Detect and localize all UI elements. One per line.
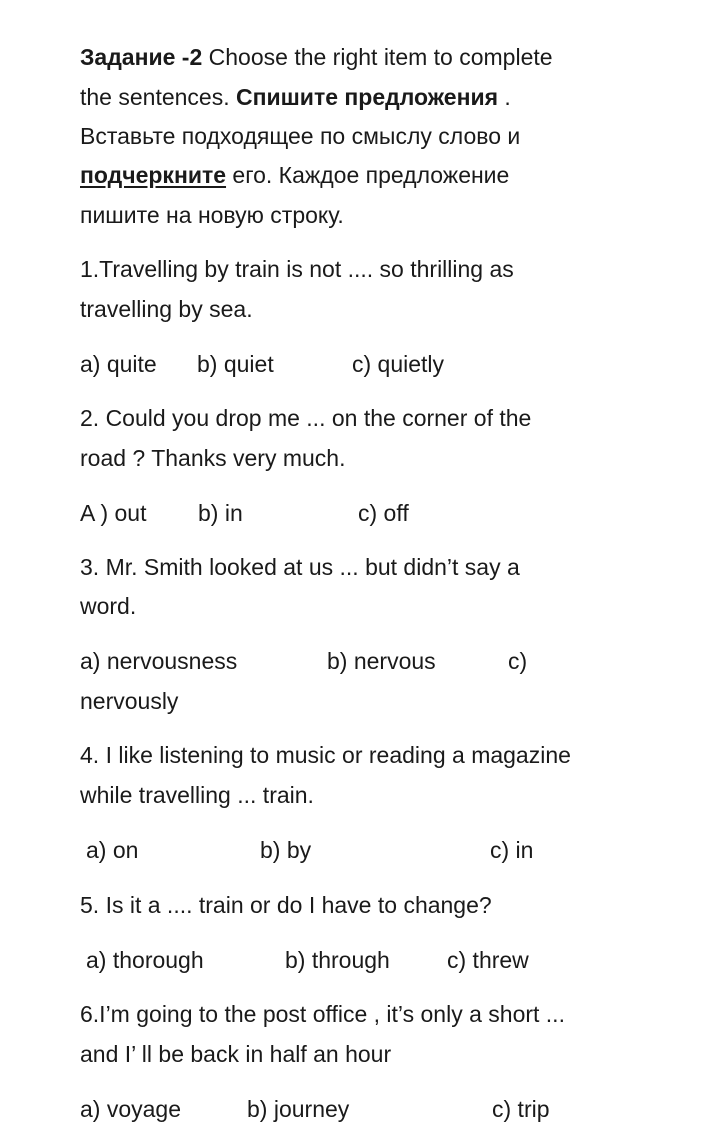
question-4-option-b: b) by bbox=[260, 837, 312, 863]
question-5-option-a: a) thorough bbox=[86, 947, 204, 973]
question-6-option-a: a) voyage bbox=[80, 1096, 182, 1122]
task-line-4-tail: его. Каждое предложение bbox=[226, 162, 510, 188]
question-1-option-b: b) quiet bbox=[197, 351, 274, 377]
question-3-option-a: a) nervousness bbox=[80, 648, 238, 674]
question-6-option-b: b) journey bbox=[247, 1096, 350, 1122]
copy-tail: . bbox=[498, 84, 511, 110]
task-label: Задание -2 bbox=[80, 44, 203, 70]
task-instruction-en-2: the sentences. bbox=[80, 84, 230, 110]
question-1-line-2: travelling by sea. bbox=[80, 296, 253, 322]
question-3-line-1: 3. Mr. Smith looked at us ... but didn’t say a bbox=[80, 554, 520, 580]
copy-label: Спишите предложения bbox=[236, 84, 499, 110]
question-4-option-a: a) on bbox=[86, 837, 139, 863]
question-1-line-1: 1.Travelling by train is not .... so thrilling as bbox=[80, 256, 514, 282]
question-3-option-c-text: nervously bbox=[80, 688, 179, 714]
task-instruction-en: Choose the right item to complete bbox=[208, 44, 553, 70]
question-2-option-c: c) off bbox=[358, 500, 409, 526]
question-6-line-2: and I’ ll be back in half an hour bbox=[80, 1041, 392, 1067]
question-2-line-2: road ? Thanks very much. bbox=[80, 445, 346, 471]
question-4-line-2: while travelling ... train. bbox=[80, 782, 314, 808]
question-3-line-2: word. bbox=[80, 593, 137, 619]
question-2-option-b: b) in bbox=[198, 500, 243, 526]
question-5-line-1: 5. Is it a .... train or do I have to change? bbox=[80, 892, 492, 918]
question-5-option-b: b) through bbox=[285, 947, 390, 973]
task-line-1 bbox=[80, 42, 553, 72]
underline-label: подчеркните bbox=[80, 162, 227, 188]
task-line-5: пишите на новую строку. bbox=[80, 202, 344, 228]
question-1-option-c: c) quietly bbox=[352, 351, 445, 377]
question-5-option-c: c) threw bbox=[447, 947, 529, 973]
question-2-option-a: A ) out bbox=[80, 500, 147, 526]
question-4-option-c: c) in bbox=[490, 837, 534, 863]
question-6-option-c: c) trip bbox=[492, 1096, 550, 1122]
task-line-2 bbox=[80, 82, 511, 112]
question-4-line-1: 4. I like listening to music or reading a magazine bbox=[80, 742, 571, 768]
question-6-line-1: 6.I’m going to the post office , it’s only a short ... bbox=[80, 1001, 565, 1027]
task-line-4 bbox=[80, 160, 509, 190]
question-1-option-a: a) quite bbox=[80, 351, 157, 377]
question-2-line-1: 2. Could you drop me ... on the corner of the bbox=[80, 405, 532, 431]
question-3-option-b: b) nervous bbox=[327, 648, 436, 674]
question-3-option-c: c) bbox=[508, 648, 528, 674]
task-line-3: Вставьте подходящее по смыслу слово и bbox=[80, 123, 521, 149]
